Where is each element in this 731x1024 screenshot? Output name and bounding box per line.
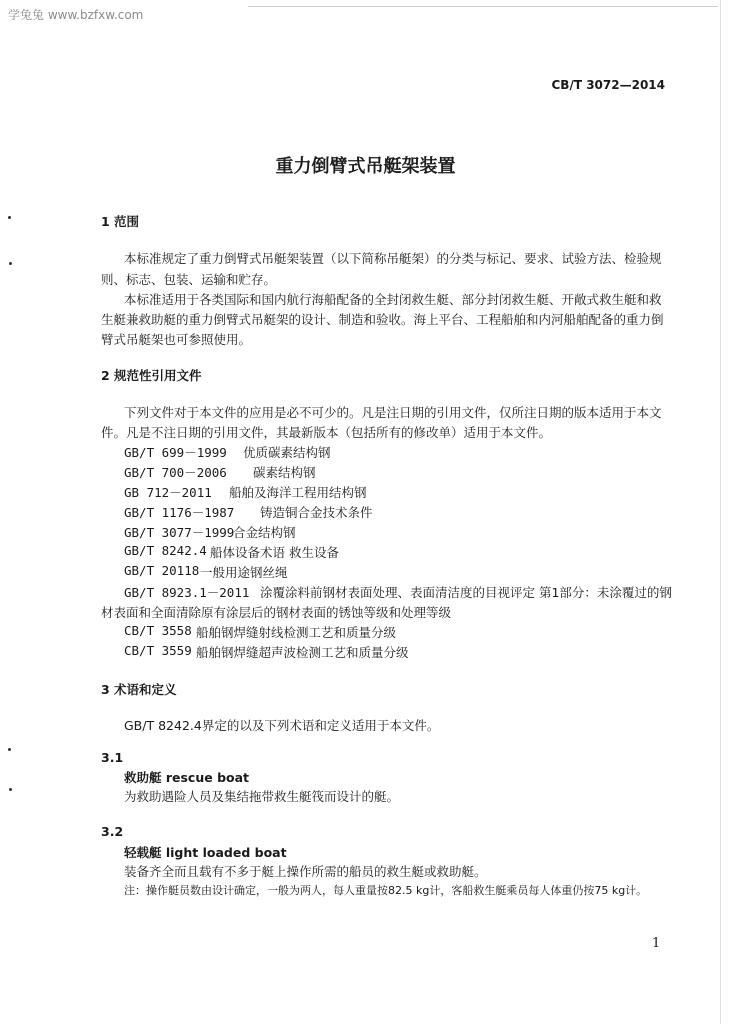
ref-code: CB/T 3559 bbox=[124, 643, 192, 658]
ref-code: GB/T 20118 bbox=[124, 563, 200, 578]
term-note: 注：操作艇员数由设计确定，一般为两人，每人重量按82.5 kg计，客船救生艇乘员每人体重仍按75 kg计。 bbox=[124, 884, 648, 897]
margin-mark bbox=[9, 262, 12, 265]
ref-title: 一般用途钢丝绳 bbox=[200, 565, 288, 580]
ref-title: 涂覆涂料前钢材表面处理、表面清洁度的目视评定 第1部分：未涂覆过的钢 bbox=[260, 585, 672, 600]
term-number: 3.1 bbox=[101, 750, 124, 765]
top-divider bbox=[248, 6, 718, 7]
ref-code: GB/T 8923.1－2011 bbox=[124, 585, 250, 600]
page-number: 1 bbox=[652, 936, 661, 951]
section-heading-1: 1 范围 bbox=[101, 214, 140, 229]
ref-title: 船体设备术语 救生设备 bbox=[210, 545, 339, 560]
ref-code: GB/T 8242.4 bbox=[124, 543, 207, 558]
standard-number: CB/T 3072—2014 bbox=[551, 78, 665, 92]
ref-title: 船舶及海洋工程用结构钢 bbox=[229, 485, 367, 500]
paragraph-line: 本标准适用于各类国际和国内航行海船配备的全封闭救生艇、部分封闭救生艇、开敞式救生艇和救 bbox=[124, 292, 662, 307]
ref-code: GB/T 3077－1999 bbox=[124, 525, 235, 540]
margin-mark bbox=[9, 788, 12, 791]
term-definition: 装备齐全而且载有不多于艇上操作所需的船员的救生艇或救助艇。 bbox=[124, 864, 487, 879]
paragraph-line: 臂式吊艇架也可参照使用。 bbox=[101, 332, 252, 347]
paragraph-line: GB/T 8242.4界定的以及下列术语和定义适用于本文件。 bbox=[124, 718, 440, 733]
ref-title: 碳素结构钢 bbox=[253, 465, 316, 480]
ref-code: CB/T 3558 bbox=[124, 623, 192, 638]
ref-title: 船舶钢焊缝射线检测工艺和质量分级 bbox=[196, 625, 397, 640]
margin-mark bbox=[8, 748, 11, 751]
term-title: 救助艇 rescue boat bbox=[124, 770, 250, 785]
margin-mark bbox=[8, 216, 11, 219]
ref-title: 合金结构钢 bbox=[233, 525, 296, 540]
page-title: 重力倒臂式吊艇架装置 bbox=[275, 156, 456, 177]
section-heading-3: 3 术语和定义 bbox=[101, 682, 177, 697]
ref-code: GB/T 1176－1987 bbox=[124, 505, 235, 520]
watermark: 学兔兔 www.bzfxw.com bbox=[8, 8, 144, 22]
term-title: 轻载艇 light loaded boat bbox=[124, 845, 287, 860]
ref-code: GB/T 699－1999 bbox=[124, 445, 227, 460]
paragraph-line: 件。凡是不注日期的引用文件，其最新版本（包括所有的修改单）适用于本文件。 bbox=[101, 425, 552, 440]
paragraph-line: 则、标志、包装、运输和贮存。 bbox=[101, 272, 277, 287]
ref-title: 材表面和全面清除原有涂层后的钢材表面的锈蚀等级和处理等级 bbox=[101, 605, 452, 620]
paragraph-line: 生艇兼救助艇的重力倒臂式吊艇架的设计、制造和验收。海上平台、工程船舶和内河船舶配备的重力倒 bbox=[101, 312, 664, 327]
paragraph-line: 本标准规定了重力倒臂式吊艇架装置（以下简称吊艇架）的分类与标记、要求、试验方法、检验规 bbox=[124, 251, 662, 266]
ref-code: GB/T 700－2006 bbox=[124, 465, 227, 480]
paragraph-line: 下列文件对于本文件的应用是必不可少的。凡是注日期的引用文件，仅所注日期的版本适用于本文 bbox=[124, 405, 662, 420]
term-number: 3.2 bbox=[101, 824, 124, 839]
ref-title: 优质碳素结构钢 bbox=[243, 445, 331, 460]
term-definition: 为救助遇险人员及集结拖带救生艇筏而设计的艇。 bbox=[124, 789, 400, 804]
section-heading-2: 2 规范性引用文件 bbox=[101, 368, 202, 383]
ref-title: 铸造铜合金技术条件 bbox=[260, 505, 373, 520]
ref-code: GB 712－2011 bbox=[124, 485, 212, 500]
ref-title: 船舶钢焊缝超声波检测工艺和质量分级 bbox=[196, 645, 409, 660]
